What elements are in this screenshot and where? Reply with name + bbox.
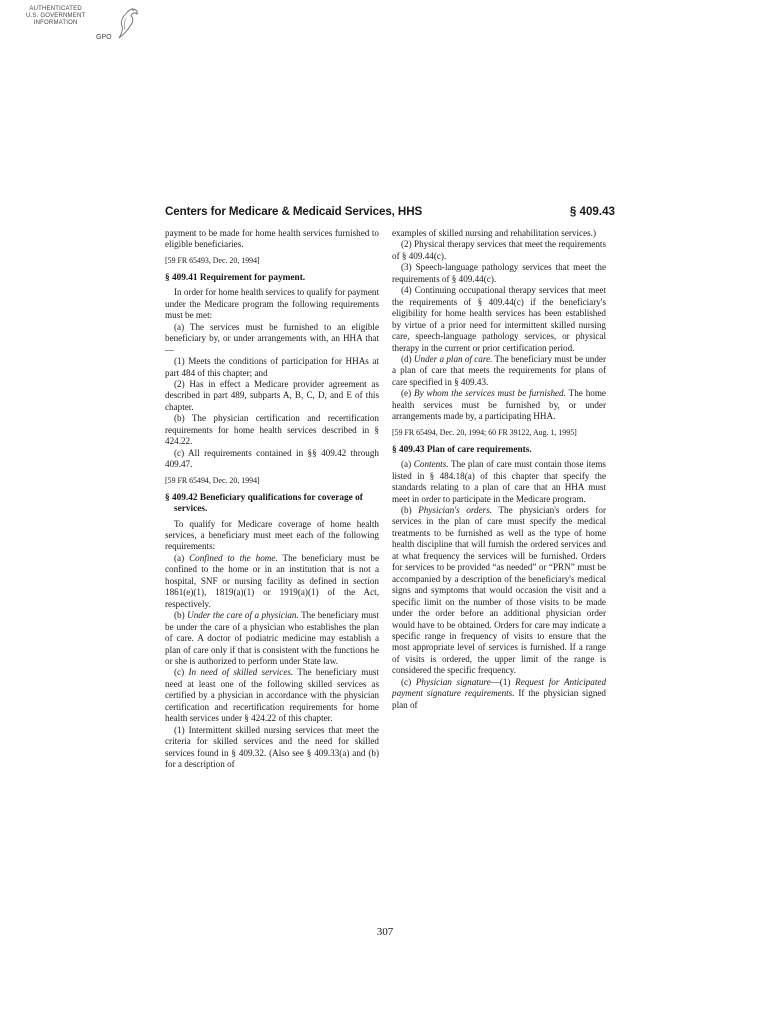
paragraph: payment to be made for home health services furnished to eligible beneficiaries.	[165, 228, 379, 250]
paragraph	[165, 553, 379, 610]
paragraph-title: Under a plan of care.	[413, 353, 493, 364]
paragraph-label: (c)	[174, 667, 189, 678]
paragraph-dash: —(1)	[490, 676, 516, 687]
paragraph	[165, 667, 379, 724]
running-header	[165, 205, 615, 221]
stamp-text	[26, 6, 85, 27]
gpo-authentication-stamp	[26, 6, 144, 48]
paragraph-text: The beneficiary must need at least one of the following skilled services as certified by a physician in accordance with the physician certification and recertification requirements for home health services under § 424.22 of this chapter.	[165, 667, 379, 724]
paragraph-title: Physician signature	[415, 676, 491, 687]
paragraph: (c) All requirements contained in §§ 409.42 through 409.47.	[165, 447, 379, 470]
paragraph-subtitle: Request for Anticipated payment signature requirements.	[392, 676, 607, 699]
paragraph	[392, 677, 606, 711]
paragraph-label: (d)	[401, 353, 414, 364]
eagle-seal-icon	[110, 6, 140, 46]
left-column	[165, 228, 379, 770]
paragraph-text: The beneficiary must be under a plan of care that meets the requirements for plans of care specified in § 409.43.	[392, 353, 607, 387]
agency-title: Centers for Medicare & Medicaid Services, HHS	[165, 205, 423, 218]
paragraph-label: (a)	[401, 459, 414, 470]
paragraph-title: Under the care of a physician.	[187, 610, 299, 621]
section-number: § 409.43	[569, 205, 615, 218]
right-column	[392, 228, 606, 711]
stamp-line: AUTHENTICATED	[29, 6, 82, 12]
paragraph: (1) Meets the conditions of participation for HHAs at part 484 of this chapter; and	[165, 356, 379, 378]
paragraph: To qualify for Medicare coverage of home health services, a beneficiary must meet each of the following requirements:	[165, 518, 379, 552]
paragraph: (2) Has in effect a Medicare provider agreement as described in part 489, subparts A, B, C, D, and E of this chapter.	[165, 378, 379, 412]
paragraph-text: The beneficiary must be under the care of a physician who establishes the plan of care. A doctor of podiatric medicine may establish a plan of care only if that is consistent with the functions he or she is authorized to perform under State law.	[165, 610, 379, 666]
paragraph-title: Contents.	[413, 459, 449, 470]
paragraph-label: (b)	[174, 610, 188, 621]
paragraph: (b) The physician certification and recertification requirements for home health services described in § 424.22.	[165, 413, 379, 447]
paragraph-label: (a)	[174, 552, 190, 563]
paragraph: (a) The services must be furnished to an eligible beneficiary by, or under arrangements with, an HHA that—	[165, 321, 379, 355]
paragraph	[392, 459, 606, 505]
paragraph-title: By whom the services must be furnished.	[414, 388, 566, 399]
paragraph-text: The plan of care must contain those items listed in § 484.18(a) of this chapter that specify the standards relating to a plan of care that an HHA must meet in order to participate in the Medicare program.	[392, 459, 606, 504]
paragraph-text: If the physician signed plan of	[392, 688, 606, 710]
paragraph: In order for home health services to qualify for payment under the Medicare program the following requirements must be met:	[165, 287, 379, 321]
paragraph-text: The home health services must be furnished by, or under arrangements made by, a participating HHA.	[392, 388, 606, 422]
paragraph	[392, 354, 606, 388]
citation: [59 FR 65494, Dec. 20, 1994; 60 FR 39122, Aug. 1, 1995]	[392, 427, 577, 437]
citation: [59 FR 65493, Dec. 20, 1994]	[165, 255, 260, 265]
paragraph-text: The physician's orders for services in the plan of care must specify the medical treatments to be furnished as well as the type of home health discipline that will furnish the ordered services and at what frequency the services will be furnished. Orders for services to be provided “as needed” or “PRN” must be accompanied by a description of the beneficiary's medical signs and symptoms that would occasion the visit and a specific limit on the number of those visits to be made under the order before an additional physician order would have to be obtained. Orders for care may indicate a specific range in frequency of visits to ensure that the most appropriate level of services is furnished. If a range of visits is ordered, the upper limit of the range is considered the specific frequency.	[392, 504, 606, 676]
paragraph: (2) Physical therapy services that meet the requirements of § 409.44(c).	[392, 239, 606, 261]
paragraph	[165, 610, 379, 667]
stamp-gpo: GPO	[96, 34, 112, 41]
paragraph-label: (c)	[401, 676, 416, 687]
paragraph-text: The beneficiary must be confined to the home or in an institution that is not a hospital, SNF or nursing facility as defined in section 1861(e)(1), 1819(a)(1) or 1919(a)(1) of the Act, respectively.	[165, 552, 379, 609]
paragraph-title: Confined to the home.	[189, 552, 278, 563]
paragraph: (3) Speech-language pathology services that meet the requirements of § 409.44(c).	[392, 262, 606, 284]
paragraph	[392, 505, 606, 677]
stamp-line: INFORMATION	[33, 20, 78, 26]
paragraph: (4) Continuing occupational therapy services that meet the requirements of § 409.44(c) if the beneficiary's eligibility for home health services has been established by virtue of a prior need for intermittent skilled nursing care, speech-language pathology services, or physical therapy in the current or prior certification period.	[392, 285, 606, 353]
paragraph-title: Physician's orders.	[418, 504, 493, 515]
citation: [59 FR 65494, Dec. 20, 1994]	[165, 475, 260, 485]
paragraph	[392, 388, 606, 422]
section-heading: § 409.43 Plan of care requirements.	[392, 444, 532, 455]
paragraph: examples of skilled nursing and rehabilitation services.)	[392, 228, 596, 238]
paragraph: (1) Intermittent skilled nursing services that meet the criteria for skilled services and the need for skilled services found in § 409.32. (Also see § 409.33(a) and (b) for a description of	[165, 724, 379, 770]
paragraph-label: (b)	[401, 504, 419, 515]
section-heading: § 409.41 Requirement for payment.	[165, 272, 306, 283]
stamp-line: U.S. GOVERNMENT	[26, 13, 86, 19]
section-heading: § 409.42 Beneficiary qualifications for coverage of services.	[165, 492, 363, 515]
paragraph-title: In need of skilled services.	[188, 667, 294, 678]
paragraph-label: (e)	[401, 388, 415, 399]
page-number: 307	[376, 926, 394, 938]
